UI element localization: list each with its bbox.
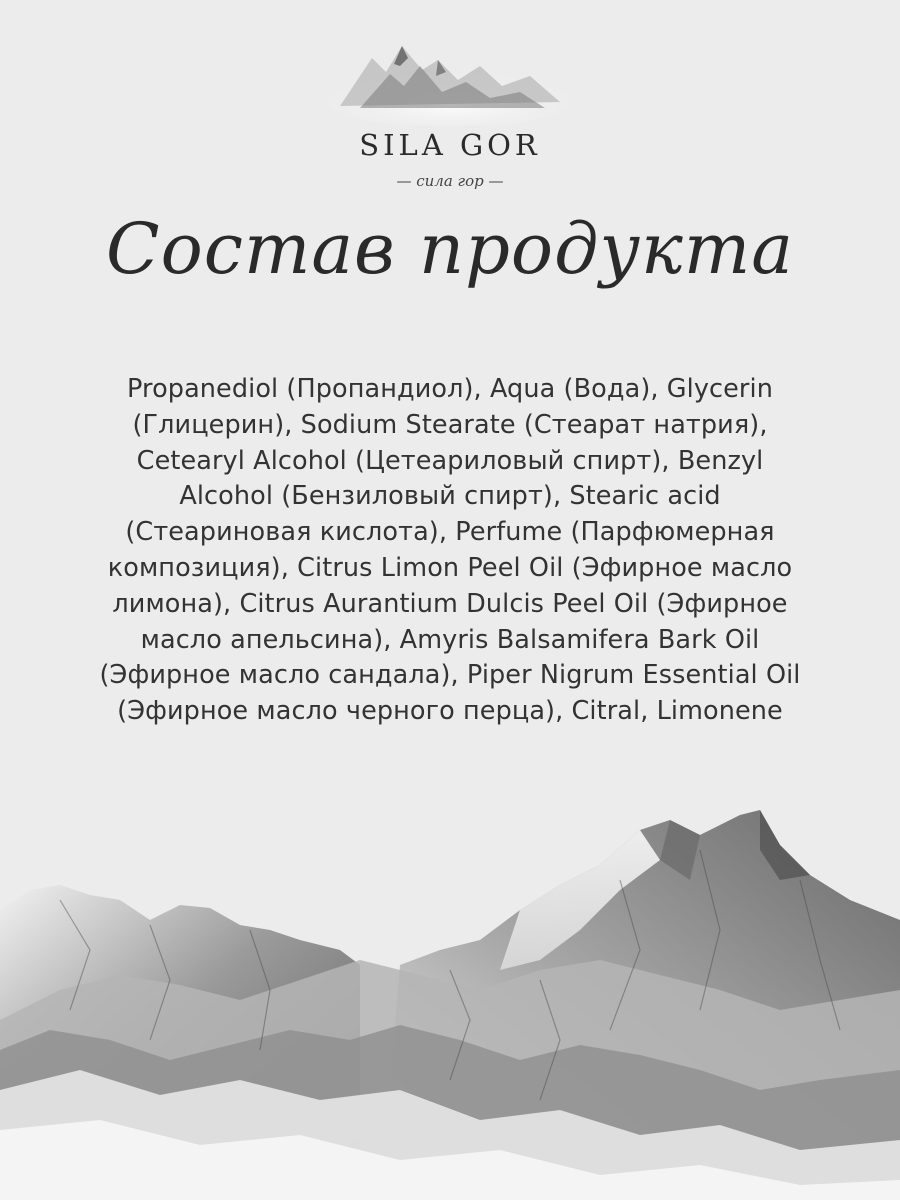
brand-logo xyxy=(320,36,580,190)
brand-wordmark: SILA GOR xyxy=(359,128,541,162)
mountain-range-image xyxy=(0,790,900,1200)
page-title: Состав продукта xyxy=(106,208,794,290)
mountain-logo-icon xyxy=(320,36,580,126)
ingredients-list: Propanediol (Пропандиол), Aqua (Вода), Glycerin (Глицерин), Sodium Stearate (Стеарат натрия), Cetearyl Alcohol (Цетеариловый спирт), Benzyl Alcohol (Бензиловый спирт), Stearic acid (Стеариновая кислота), Perfume (Парфюмерная композиция), Citrus Limon Peel Oil (Эфирное масло лимона), Citrus Aurantium Dulcis Peel Oil (Эфирное масло апельсина), Amyris Balsamifera Bark Oil (Эфирное масло сандала), Piper Nigrum Essential Oil (Эфирное масло черного перца), Citral, Limonene xyxy=(99,374,801,727)
brand-tagline: — сила гор — xyxy=(396,172,504,190)
